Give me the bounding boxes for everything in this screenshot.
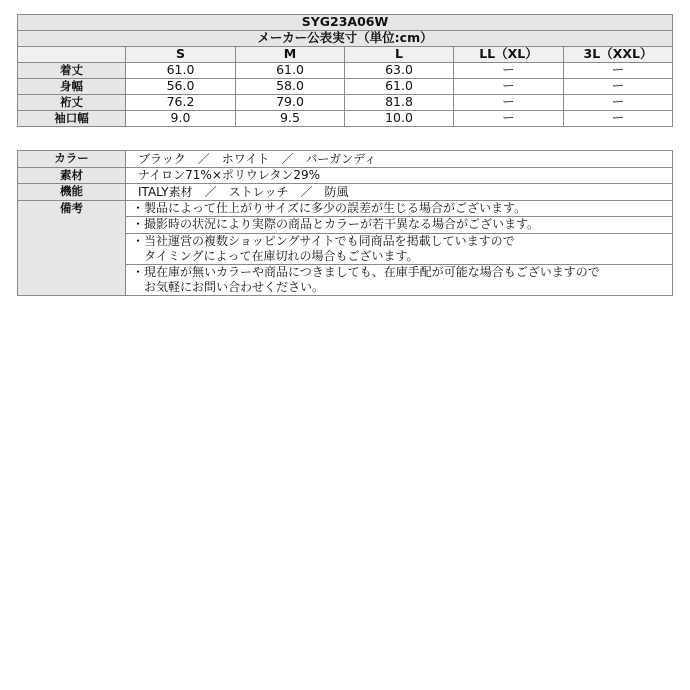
function-value: ITALY素材 ／ ストレッチ ／ 防風 <box>126 184 673 201</box>
note-line: ・製品によって仕上がりサイズに多少の誤差が生じる場合がございます。 <box>132 200 527 215</box>
notes-label: 備考 <box>18 200 126 295</box>
color-value: ブラック ／ ホワイト ／ バーガンディ <box>126 151 673 168</box>
row-label: 袖口幅 <box>18 111 126 127</box>
size-value: ー <box>564 111 673 127</box>
row-label: 着丈 <box>18 63 126 79</box>
row-label: 裄丈 <box>18 95 126 111</box>
note-line: タイミングによって在庫切れの場合もございます。 <box>132 248 419 263</box>
product-info-table <box>17 150 673 296</box>
size-value: 9.0 <box>126 111 236 127</box>
size-table-subtitle: メーカー公表実寸（単位:cm） <box>18 31 673 47</box>
note-item <box>126 233 673 264</box>
size-value: 10.0 <box>345 111 454 127</box>
size-table <box>17 14 673 127</box>
size-value: 76.2 <box>126 95 236 111</box>
size-value: 56.0 <box>126 79 236 95</box>
size-row <box>18 63 673 79</box>
size-value: 61.0 <box>126 63 236 79</box>
size-value: ー <box>454 79 564 95</box>
material-value: ナイロン71%×ポリウレタン29% <box>126 167 673 184</box>
size-header: S <box>126 47 236 63</box>
size-value: 58.0 <box>236 79 345 95</box>
info-row-color <box>18 151 673 168</box>
note-line: ・撮影時の状況により実際の商品とカラーが若干異なる場合がございます。 <box>132 217 540 231</box>
product-code: SYG23A06W <box>18 15 673 31</box>
size-value: 79.0 <box>236 95 345 111</box>
note-line: ・当社運営の複数ショッピングサイトでも同商品を掲載していますので <box>132 233 515 248</box>
note-item <box>126 217 673 234</box>
row-label: 身幅 <box>18 79 126 95</box>
size-value: 61.0 <box>236 63 345 79</box>
size-value: ー <box>454 95 564 111</box>
info-row-function <box>18 184 673 201</box>
note-line: ・現在庫が無いカラーや商品につきましても、在庫手配が可能な場合もございますので <box>132 264 600 279</box>
size-row <box>18 79 673 95</box>
size-value: ー <box>564 79 673 95</box>
info-row-notes <box>18 200 673 217</box>
material-label: 素材 <box>18 167 126 184</box>
size-row <box>18 111 673 127</box>
size-value: 81.8 <box>345 95 454 111</box>
header-blank <box>18 47 126 63</box>
size-header-row <box>18 47 673 63</box>
size-row <box>18 95 673 111</box>
info-row-material <box>18 167 673 184</box>
note-line: お気軽にお問い合わせください。 <box>132 279 325 294</box>
size-header: 3L（XXL） <box>564 47 673 63</box>
size-value: 9.5 <box>236 111 345 127</box>
function-label: 機能 <box>18 184 126 201</box>
color-label: カラー <box>18 151 126 168</box>
size-header: L <box>345 47 454 63</box>
size-value: ー <box>454 111 564 127</box>
note-item <box>126 264 673 295</box>
note-item <box>126 200 673 217</box>
size-header: M <box>236 47 345 63</box>
size-value: ー <box>454 63 564 79</box>
size-value: ー <box>564 95 673 111</box>
size-header: LL（XL） <box>454 47 564 63</box>
size-value: ー <box>564 63 673 79</box>
size-value: 61.0 <box>345 79 454 95</box>
size-value: 63.0 <box>345 63 454 79</box>
